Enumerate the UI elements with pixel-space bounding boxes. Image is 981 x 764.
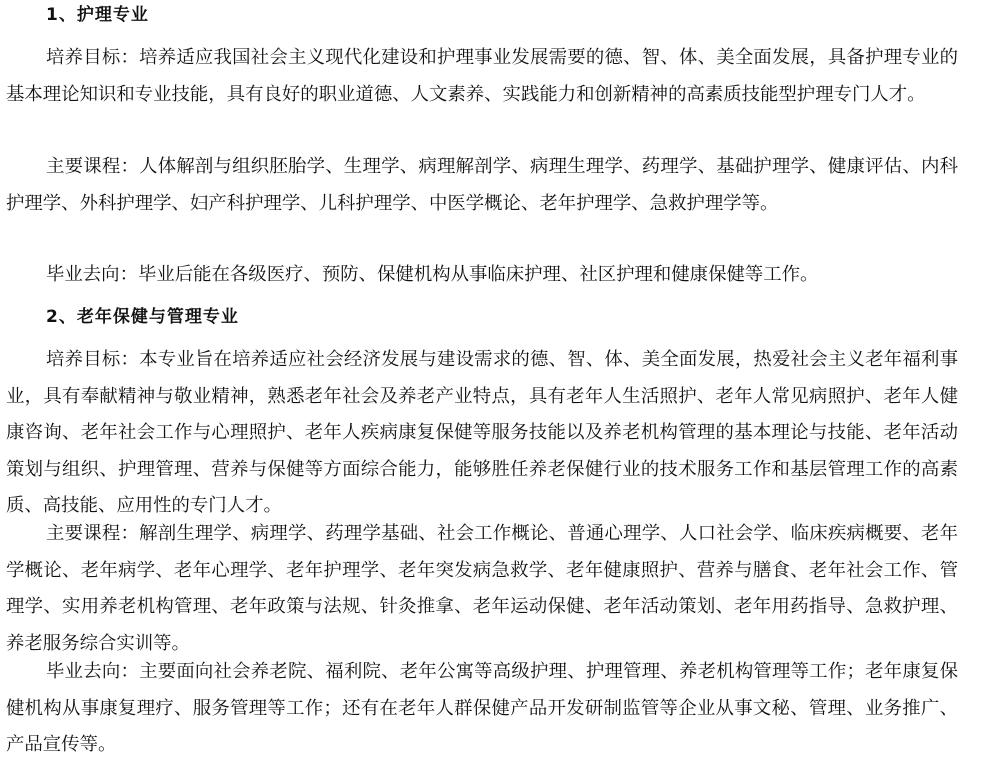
section-heading-elderly-care: 2、老年保健与管理专业	[46, 307, 239, 327]
elderly-care-main-courses: 主要课程：解剖生理学、病理学、药理学基础、社会工作概论、普通心理学、人口社会学、临床疾病概要、老年学概论、老年病学、老年心理学、老年护理学、老年突发病急救学、老年健康照护、营养与膳食、老年社会工作、管理学、实用养老机构管理、老年政策与法规、针灸推拿、老年运动保健、老年活动策划、老年用药指导、急救护理、养老服务综合实训等。	[6, 523, 958, 654]
section-heading-nursing: 1、护理专业	[46, 5, 149, 25]
elderly-care-graduate-destination: 毕业去向：主要面向社会养老院、福利院、老年公寓等高级护理、护理管理、养老机构管理等工作；老年康复保健机构从事康复理疗、服务管理等工作；还有在老年人群保健产品开发研制监管等企业从事文秘、管理、业务推广、产品宣传等。	[6, 661, 958, 755]
nursing-training-goal: 培养目标：培养适应我国社会主义现代化建设和护理事业发展需要的德、智、体、美全面发展，具备护理专业的基本理论知识和专业技能，具有良好的职业道德、人文素养、实践能力和创新精神的高素质技能型护理专门人才。	[6, 47, 958, 105]
nursing-main-courses: 主要课程：人体解剖与组织胚胎学、生理学、病理解剖学、病理生理学、药理学、基础护理学、健康评估、内科护理学、外科护理学、妇产科护理学、儿科护理学、中医学概论、老年护理学、急救护理学等。	[6, 156, 958, 214]
nursing-graduate-destination: 毕业去向：毕业后能在各级医疗、预防、保健机构从事临床护理、社区护理和健康保健等工作。	[46, 264, 819, 285]
elderly-care-training-goal: 培养目标：本专业旨在培养适应社会经济发展与建设需求的德、智、体、美全面发展，热爱社会主义老年福利事业，具有奉献精神与敬业精神，熟悉老年社会及养老产业特点，具有老年人生活照护、老年人常见病照护、老年人健康咨询、老年社会工作与心理照护、老年人疾病康复保健等服务技能以及养老机构管理的基本理论与技能、老年活动策划与组织、护理管理、营养与保健等方面综合能力，能够胜任养老保健行业的技术服务工作和基层管理工作的高素质、高技能、应用性的专门人才。	[6, 349, 958, 516]
